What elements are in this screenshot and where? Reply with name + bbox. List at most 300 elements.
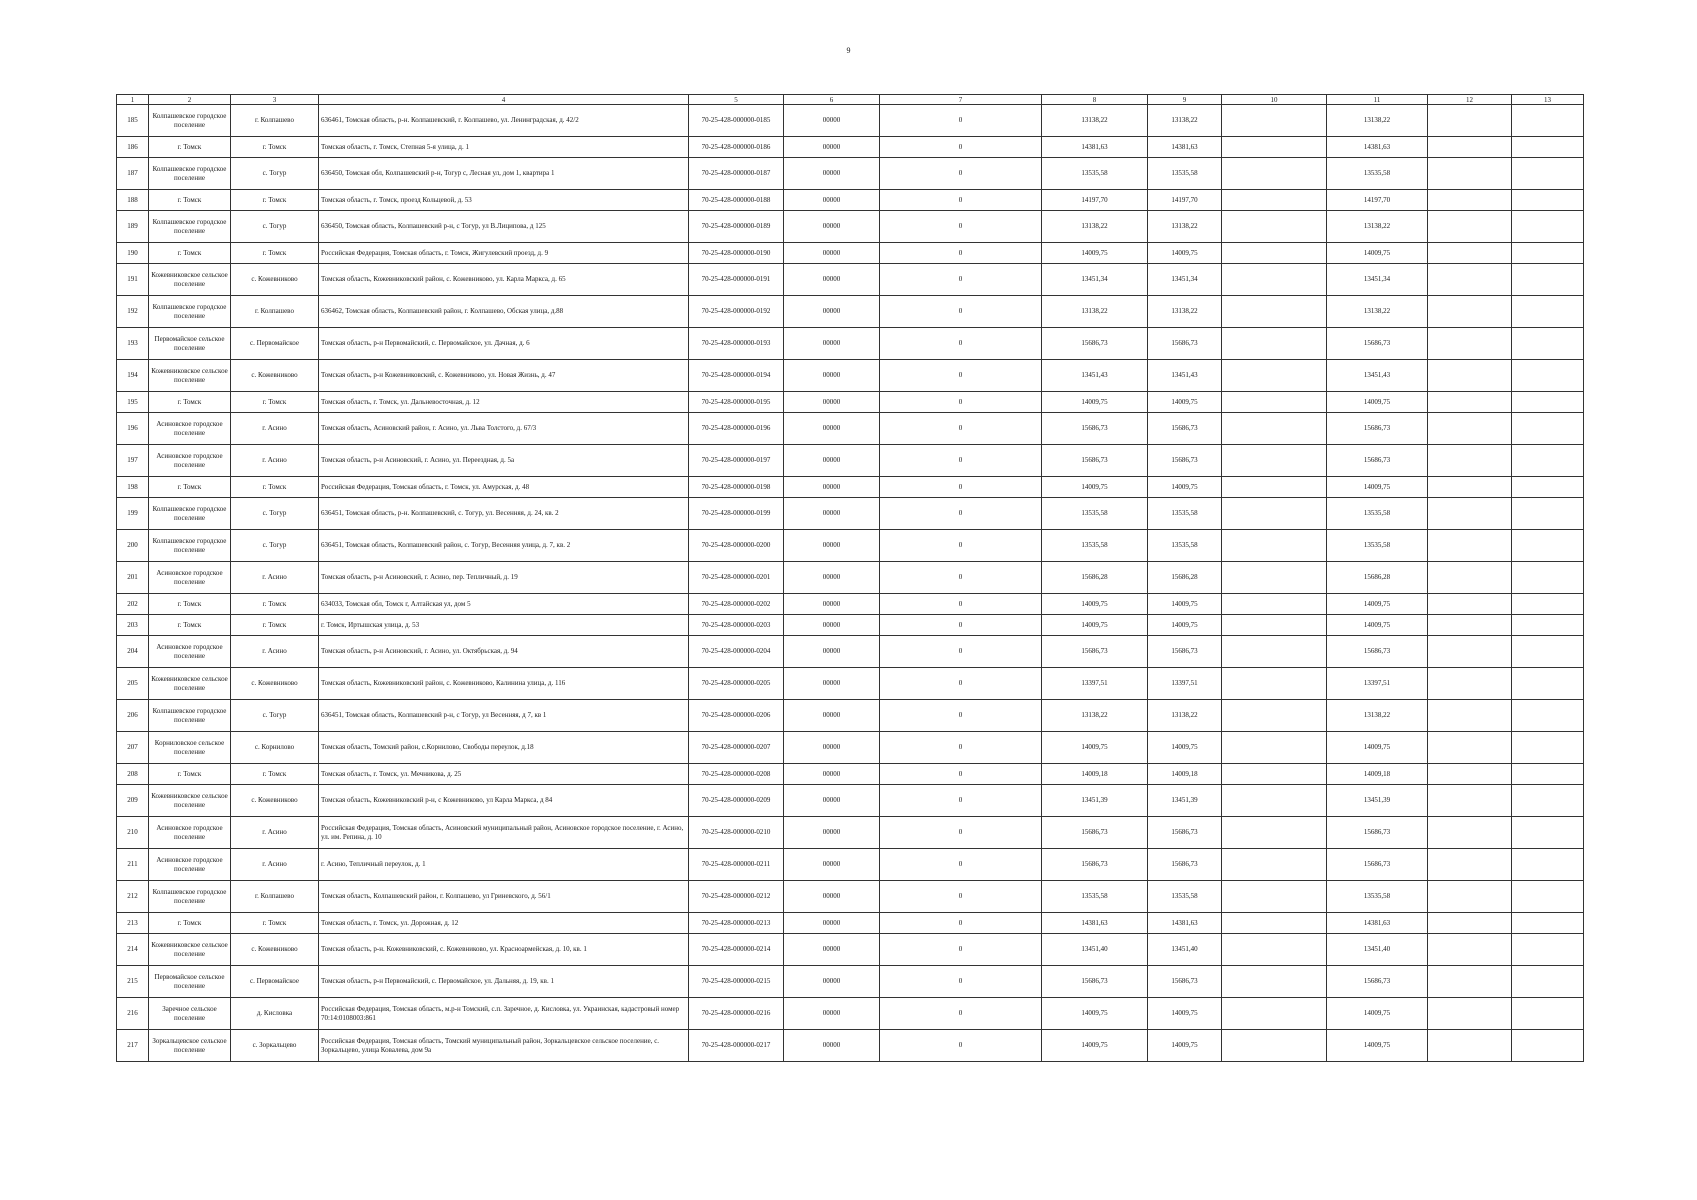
cell-col8: 13535,58 [1042, 498, 1148, 530]
cell-locality: с. Тогур [231, 700, 319, 732]
cell-locality: с. Кожевниково [231, 934, 319, 966]
cell-col6: 00000 [784, 668, 880, 700]
cell-col11: 15686,73 [1327, 413, 1428, 445]
cell-col12 [1428, 392, 1512, 413]
cell-col9: 15686,73 [1148, 817, 1222, 849]
cell-col6: 00000 [784, 636, 880, 668]
cell-col13 [1512, 913, 1584, 934]
cell-locality: г. Колпашево [231, 296, 319, 328]
cell-col11: 14381,63 [1327, 913, 1428, 934]
cell-col9: 14197,70 [1148, 190, 1222, 211]
cell-row-number: 208 [117, 764, 149, 785]
cell-col13 [1512, 849, 1584, 881]
cell-col11: 15686,73 [1327, 849, 1428, 881]
cell-municipality: Асиновское городское поселение [149, 562, 231, 594]
cell-col8: 14381,63 [1042, 137, 1148, 158]
cell-col11: 13451,39 [1327, 785, 1428, 817]
cell-col12 [1428, 668, 1512, 700]
cell-locality: г. Колпашево [231, 105, 319, 137]
cell-col9: 14009,75 [1148, 243, 1222, 264]
cell-col6: 00000 [784, 190, 880, 211]
cell-col13 [1512, 817, 1584, 849]
cell-address: Томская область, г. Томск, ул. Дальневосточная, д. 12 [319, 392, 689, 413]
cell-col11: 14009,75 [1327, 392, 1428, 413]
cell-col9: 14009,75 [1148, 1030, 1222, 1062]
cell-col12 [1428, 413, 1512, 445]
cell-registry-code: 70-25-428-000000-0214 [689, 934, 784, 966]
table-row [117, 296, 1584, 328]
cell-locality: с. Тогур [231, 211, 319, 243]
cell-municipality: Асиновское городское поселение [149, 849, 231, 881]
cell-col13 [1512, 392, 1584, 413]
cell-col10 [1222, 817, 1327, 849]
cell-col11: 13138,22 [1327, 211, 1428, 243]
cell-col8: 13451,34 [1042, 264, 1148, 296]
cell-col12 [1428, 785, 1512, 817]
table-row [117, 668, 1584, 700]
cell-col7: 0 [880, 413, 1042, 445]
cell-address: 636451, Томская область, Колпашевский район, с. Тогур, Весенняя улица, д. 7, кв. 2 [319, 530, 689, 562]
cell-locality: г. Томск [231, 764, 319, 785]
cell-address: Российская Федерация, Томская область, Асиновский муниципальный район, Асиновское городское поселение, г. Асино, ул. им. Репина, д. 10 [319, 817, 689, 849]
cell-registry-code: 70-25-428-000000-0204 [689, 636, 784, 668]
table-row [117, 966, 1584, 998]
cell-col9: 14009,75 [1148, 392, 1222, 413]
cell-registry-code: 70-25-428-000000-0197 [689, 445, 784, 477]
cell-col6: 00000 [784, 785, 880, 817]
cell-municipality: г. Томск [149, 392, 231, 413]
table-row [117, 594, 1584, 615]
cell-col6: 00000 [784, 700, 880, 732]
cell-municipality: г. Томск [149, 243, 231, 264]
column-header: 12 [1428, 95, 1512, 105]
cell-col7: 0 [880, 700, 1042, 732]
cell-col6: 00000 [784, 562, 880, 594]
cell-locality: с. Тогур [231, 158, 319, 190]
cell-locality: г. Колпашево [231, 881, 319, 913]
cell-col8: 15686,73 [1042, 636, 1148, 668]
cell-col7: 0 [880, 445, 1042, 477]
table-row [117, 700, 1584, 732]
cell-col6: 00000 [784, 105, 880, 137]
cell-locality: г. Томск [231, 477, 319, 498]
cell-address: Томская область, Кожевниковский район, с. Кожевниково, Калинина улица, д. 116 [319, 668, 689, 700]
cell-col7: 0 [880, 296, 1042, 328]
header-row [117, 95, 1584, 105]
column-header: 7 [880, 95, 1042, 105]
cell-col12 [1428, 477, 1512, 498]
cell-col12 [1428, 360, 1512, 392]
cell-col9: 14009,75 [1148, 998, 1222, 1030]
cell-row-number: 194 [117, 360, 149, 392]
cell-row-number: 203 [117, 615, 149, 636]
cell-row-number: 195 [117, 392, 149, 413]
cell-col8: 14009,75 [1042, 1030, 1148, 1062]
cell-row-number: 209 [117, 785, 149, 817]
cell-col7: 0 [880, 817, 1042, 849]
cell-col13 [1512, 211, 1584, 243]
column-header: 10 [1222, 95, 1327, 105]
cell-col12 [1428, 190, 1512, 211]
cell-col13 [1512, 530, 1584, 562]
cell-locality: г. Томск [231, 594, 319, 615]
cell-address: Томская область, р-н Кожевниковский, с. Кожевниково, ул. Новая Жизнь, д. 47 [319, 360, 689, 392]
cell-col8: 14197,70 [1042, 190, 1148, 211]
cell-registry-code: 70-25-428-000000-0186 [689, 137, 784, 158]
cell-col9: 13451,34 [1148, 264, 1222, 296]
cell-col7: 0 [880, 360, 1042, 392]
cell-col10 [1222, 764, 1327, 785]
cell-col10 [1222, 392, 1327, 413]
cell-municipality: Зоркальцевское сельское поселение [149, 1030, 231, 1062]
cell-col7: 0 [880, 732, 1042, 764]
cell-row-number: 185 [117, 105, 149, 137]
cell-col12 [1428, 594, 1512, 615]
cell-municipality: Колпашевское городское поселение [149, 530, 231, 562]
table-row [117, 913, 1584, 934]
cell-row-number: 201 [117, 562, 149, 594]
cell-col8: 13451,40 [1042, 934, 1148, 966]
cell-address: 636461, Томская область, р-н. Колпашевский, г. Колпашево, ул. Ленинградская, д. 42/2 [319, 105, 689, 137]
cell-col8: 15686,73 [1042, 328, 1148, 360]
cell-col12 [1428, 105, 1512, 137]
cell-col11: 13138,22 [1327, 296, 1428, 328]
cell-locality: с. Первомайское [231, 328, 319, 360]
cell-registry-code: 70-25-428-000000-0206 [689, 700, 784, 732]
cell-col9: 15686,73 [1148, 966, 1222, 998]
cell-registry-code: 70-25-428-000000-0217 [689, 1030, 784, 1062]
cell-col9: 13451,40 [1148, 934, 1222, 966]
cell-col11: 14009,75 [1327, 243, 1428, 264]
cell-col8: 13535,58 [1042, 881, 1148, 913]
cell-col10 [1222, 785, 1327, 817]
cell-address: Томская область, г. Томск, Степная 5-я улица, д. 1 [319, 137, 689, 158]
cell-registry-code: 70-25-428-000000-0212 [689, 881, 784, 913]
cell-address: Томская область, р-н. Кожевниковский, с. Кожевниково, ул. Красноармейская, д. 10, кв. 1 [319, 934, 689, 966]
cell-col6: 00000 [784, 998, 880, 1030]
cell-col13 [1512, 594, 1584, 615]
cell-col8: 14009,75 [1042, 594, 1148, 615]
cell-col11: 15686,28 [1327, 562, 1428, 594]
cell-col11: 13138,22 [1327, 105, 1428, 137]
cell-col13 [1512, 998, 1584, 1030]
cell-row-number: 202 [117, 594, 149, 615]
cell-col7: 0 [880, 392, 1042, 413]
cell-col9: 13535,58 [1148, 498, 1222, 530]
cell-col8: 13451,39 [1042, 785, 1148, 817]
cell-col9: 14381,63 [1148, 913, 1222, 934]
cell-col13 [1512, 934, 1584, 966]
cell-col12 [1428, 328, 1512, 360]
cell-col7: 0 [880, 158, 1042, 190]
cell-col12 [1428, 445, 1512, 477]
cell-col11: 15686,73 [1327, 445, 1428, 477]
table-row [117, 934, 1584, 966]
cell-col6: 00000 [784, 530, 880, 562]
cell-col6: 00000 [784, 913, 880, 934]
cell-col7: 0 [880, 498, 1042, 530]
cell-col12 [1428, 211, 1512, 243]
cell-row-number: 215 [117, 966, 149, 998]
cell-col12 [1428, 934, 1512, 966]
cell-col11: 14381,63 [1327, 137, 1428, 158]
table-row [117, 137, 1584, 158]
table-row [117, 849, 1584, 881]
cell-municipality: Колпашевское городское поселение [149, 158, 231, 190]
cell-col11: 13535,58 [1327, 498, 1428, 530]
cell-col8: 15686,73 [1042, 849, 1148, 881]
cell-municipality: г. Томск [149, 477, 231, 498]
cell-municipality: Асиновское городское поселение [149, 636, 231, 668]
cell-col7: 0 [880, 211, 1042, 243]
cell-address: Российская Федерация, Томская область, м.р-н Томский, с.п. Заречное, д. Кисловка, ул. Украинская, кадастровый номер 70:14:0108003:861 [319, 998, 689, 1030]
cell-col10 [1222, 328, 1327, 360]
cell-row-number: 199 [117, 498, 149, 530]
cell-col12 [1428, 562, 1512, 594]
cell-col8: 15686,73 [1042, 966, 1148, 998]
cell-col11: 15686,73 [1327, 636, 1428, 668]
cell-municipality: Кожевниковское сельское поселение [149, 668, 231, 700]
cell-locality: г. Асино [231, 849, 319, 881]
cell-locality: г. Асино [231, 636, 319, 668]
cell-locality: с. Первомайское [231, 966, 319, 998]
cell-col10 [1222, 700, 1327, 732]
cell-col10 [1222, 913, 1327, 934]
cell-col11: 15686,73 [1327, 966, 1428, 998]
cell-address: Российская Федерация, Томская область, г. Томск, Жигулевский проезд, д. 9 [319, 243, 689, 264]
table-row [117, 817, 1584, 849]
column-header: 5 [689, 95, 784, 105]
cell-col10 [1222, 264, 1327, 296]
cell-registry-code: 70-25-428-000000-0215 [689, 966, 784, 998]
cell-col10 [1222, 966, 1327, 998]
cell-col9: 13138,22 [1148, 700, 1222, 732]
cell-municipality: Асиновское городское поселение [149, 817, 231, 849]
cell-col6: 00000 [784, 158, 880, 190]
cell-col11: 13451,40 [1327, 934, 1428, 966]
cell-col8: 14009,75 [1042, 392, 1148, 413]
table-row [117, 785, 1584, 817]
cell-col10 [1222, 1030, 1327, 1062]
cell-locality: д. Кисловка [231, 998, 319, 1030]
cell-col9: 14009,75 [1148, 477, 1222, 498]
cell-row-number: 189 [117, 211, 149, 243]
cell-col9: 15686,73 [1148, 328, 1222, 360]
cell-col9: 13451,43 [1148, 360, 1222, 392]
cell-col8: 14009,75 [1042, 615, 1148, 636]
cell-col13 [1512, 562, 1584, 594]
cell-address: Томская область, р-н Асиновский, г. Асино, ул. Переездная, д. 5а [319, 445, 689, 477]
cell-locality: г. Асино [231, 817, 319, 849]
cell-col8: 15686,28 [1042, 562, 1148, 594]
table-row [117, 530, 1584, 562]
cell-col10 [1222, 190, 1327, 211]
cell-address: Томская область, р-н Асиновский, г. Асино, ул. Октябрьская, д. 94 [319, 636, 689, 668]
cell-col12 [1428, 158, 1512, 190]
cell-col11: 13451,34 [1327, 264, 1428, 296]
cell-col7: 0 [880, 137, 1042, 158]
cell-col7: 0 [880, 105, 1042, 137]
table-row [117, 413, 1584, 445]
cell-row-number: 210 [117, 817, 149, 849]
cell-col10 [1222, 636, 1327, 668]
cell-address: Российская Федерация, Томская область, г. Томск, ул. Амурская, д. 48 [319, 477, 689, 498]
cell-col10 [1222, 137, 1327, 158]
cell-address: 636450, Томская обл, Колпашевский р-н, Тогур с, Лесная ул, дом 1, квартира 1 [319, 158, 689, 190]
cell-col12 [1428, 530, 1512, 562]
cell-col11: 13535,58 [1327, 881, 1428, 913]
cell-col6: 00000 [784, 881, 880, 913]
table-row [117, 1030, 1584, 1062]
cell-row-number: 198 [117, 477, 149, 498]
cell-registry-code: 70-25-428-000000-0201 [689, 562, 784, 594]
cell-col10 [1222, 530, 1327, 562]
cell-col11: 14009,75 [1327, 998, 1428, 1030]
cell-col8: 13138,22 [1042, 211, 1148, 243]
cell-col8: 14381,63 [1042, 913, 1148, 934]
cell-row-number: 214 [117, 934, 149, 966]
cell-col13 [1512, 243, 1584, 264]
cell-row-number: 211 [117, 849, 149, 881]
cell-col6: 00000 [784, 296, 880, 328]
cell-address: Томская область, г. Томск, проезд Кольцевой, д. 53 [319, 190, 689, 211]
registry-table [116, 94, 1584, 1062]
cell-col9: 14381,63 [1148, 137, 1222, 158]
table-row [117, 764, 1584, 785]
cell-col12 [1428, 296, 1512, 328]
cell-municipality: г. Томск [149, 913, 231, 934]
cell-col11: 13138,22 [1327, 700, 1428, 732]
cell-municipality: Кожевниковское сельское поселение [149, 264, 231, 296]
cell-col6: 00000 [784, 817, 880, 849]
table-row [117, 243, 1584, 264]
cell-address: 634033, Томская обл, Томск г, Алтайская ул, дом 5 [319, 594, 689, 615]
cell-registry-code: 70-25-428-000000-0210 [689, 817, 784, 849]
cell-municipality: Колпашевское городское поселение [149, 700, 231, 732]
column-header: 13 [1512, 95, 1584, 105]
cell-col12 [1428, 998, 1512, 1030]
cell-col11: 15686,73 [1327, 328, 1428, 360]
cell-col7: 0 [880, 849, 1042, 881]
cell-col7: 0 [880, 530, 1042, 562]
cell-registry-code: 70-25-428-000000-0200 [689, 530, 784, 562]
cell-col6: 00000 [784, 137, 880, 158]
cell-col6: 00000 [784, 615, 880, 636]
cell-col7: 0 [880, 594, 1042, 615]
table-row [117, 105, 1584, 137]
cell-col13 [1512, 498, 1584, 530]
cell-col12 [1428, 732, 1512, 764]
cell-col6: 00000 [784, 392, 880, 413]
cell-municipality: г. Томск [149, 190, 231, 211]
cell-registry-code: 70-25-428-000000-0193 [689, 328, 784, 360]
column-header: 1 [117, 95, 149, 105]
cell-col11: 14009,75 [1327, 615, 1428, 636]
cell-locality: с. Кожевниково [231, 668, 319, 700]
cell-col9: 13535,58 [1148, 530, 1222, 562]
cell-locality: с. Тогур [231, 498, 319, 530]
cell-registry-code: 70-25-428-000000-0188 [689, 190, 784, 211]
cell-col10 [1222, 732, 1327, 764]
cell-registry-code: 70-25-428-000000-0208 [689, 764, 784, 785]
cell-col7: 0 [880, 243, 1042, 264]
cell-locality: г. Асино [231, 562, 319, 594]
cell-col9: 13397,51 [1148, 668, 1222, 700]
cell-col9: 15686,73 [1148, 413, 1222, 445]
cell-row-number: 216 [117, 998, 149, 1030]
cell-col13 [1512, 105, 1584, 137]
cell-col8: 14009,75 [1042, 243, 1148, 264]
cell-col13 [1512, 264, 1584, 296]
cell-col8: 13535,58 [1042, 530, 1148, 562]
cell-col11: 14009,75 [1327, 594, 1428, 615]
cell-address: Томская область, Асиновский район, г. Асино, ул. Льва Толстого, д. 67/3 [319, 413, 689, 445]
cell-municipality: г. Томск [149, 594, 231, 615]
cell-row-number: 207 [117, 732, 149, 764]
table-row [117, 360, 1584, 392]
cell-col6: 00000 [784, 764, 880, 785]
cell-municipality: Асиновское городское поселение [149, 445, 231, 477]
cell-address: Томская область, р-н Первомайский, с. Первомайское, ул. Дачная, д. 6 [319, 328, 689, 360]
cell-col13 [1512, 668, 1584, 700]
cell-address: 636451, Томская область, Колпашевский р-н, с Тогур, ул Весенняя, д 7, кв 1 [319, 700, 689, 732]
cell-col13 [1512, 360, 1584, 392]
cell-col8: 13138,22 [1042, 105, 1148, 137]
page-number: 9 [846, 46, 851, 55]
table-header [117, 95, 1584, 105]
cell-col6: 00000 [784, 211, 880, 243]
cell-col10 [1222, 881, 1327, 913]
cell-col13 [1512, 764, 1584, 785]
cell-col10 [1222, 934, 1327, 966]
cell-col6: 00000 [784, 413, 880, 445]
cell-col9: 15686,73 [1148, 445, 1222, 477]
cell-col9: 15686,73 [1148, 636, 1222, 668]
cell-col11: 14009,75 [1327, 732, 1428, 764]
table-row [117, 190, 1584, 211]
table-row [117, 636, 1584, 668]
column-header: 6 [784, 95, 880, 105]
cell-col6: 00000 [784, 445, 880, 477]
cell-locality: г. Асино [231, 445, 319, 477]
cell-registry-code: 70-25-428-000000-0205 [689, 668, 784, 700]
cell-col10 [1222, 849, 1327, 881]
cell-col12 [1428, 137, 1512, 158]
cell-locality: г. Томск [231, 392, 319, 413]
column-header: 3 [231, 95, 319, 105]
cell-col12 [1428, 243, 1512, 264]
cell-col7: 0 [880, 477, 1042, 498]
cell-municipality: г. Томск [149, 764, 231, 785]
cell-col11: 13535,58 [1327, 530, 1428, 562]
cell-registry-code: 70-25-428-000000-0185 [689, 105, 784, 137]
column-header: 9 [1148, 95, 1222, 105]
cell-row-number: 193 [117, 328, 149, 360]
cell-col7: 0 [880, 934, 1042, 966]
cell-col10 [1222, 243, 1327, 264]
cell-address: Томская область, г. Томск, ул. Мечникова, д. 25 [319, 764, 689, 785]
cell-registry-code: 70-25-428-000000-0211 [689, 849, 784, 881]
cell-locality: г. Томск [231, 137, 319, 158]
cell-municipality: Колпашевское городское поселение [149, 105, 231, 137]
cell-row-number: 212 [117, 881, 149, 913]
cell-registry-code: 70-25-428-000000-0196 [689, 413, 784, 445]
table-row [117, 732, 1584, 764]
cell-row-number: 196 [117, 413, 149, 445]
cell-col10 [1222, 296, 1327, 328]
cell-col12 [1428, 1030, 1512, 1062]
cell-col11: 14197,70 [1327, 190, 1428, 211]
